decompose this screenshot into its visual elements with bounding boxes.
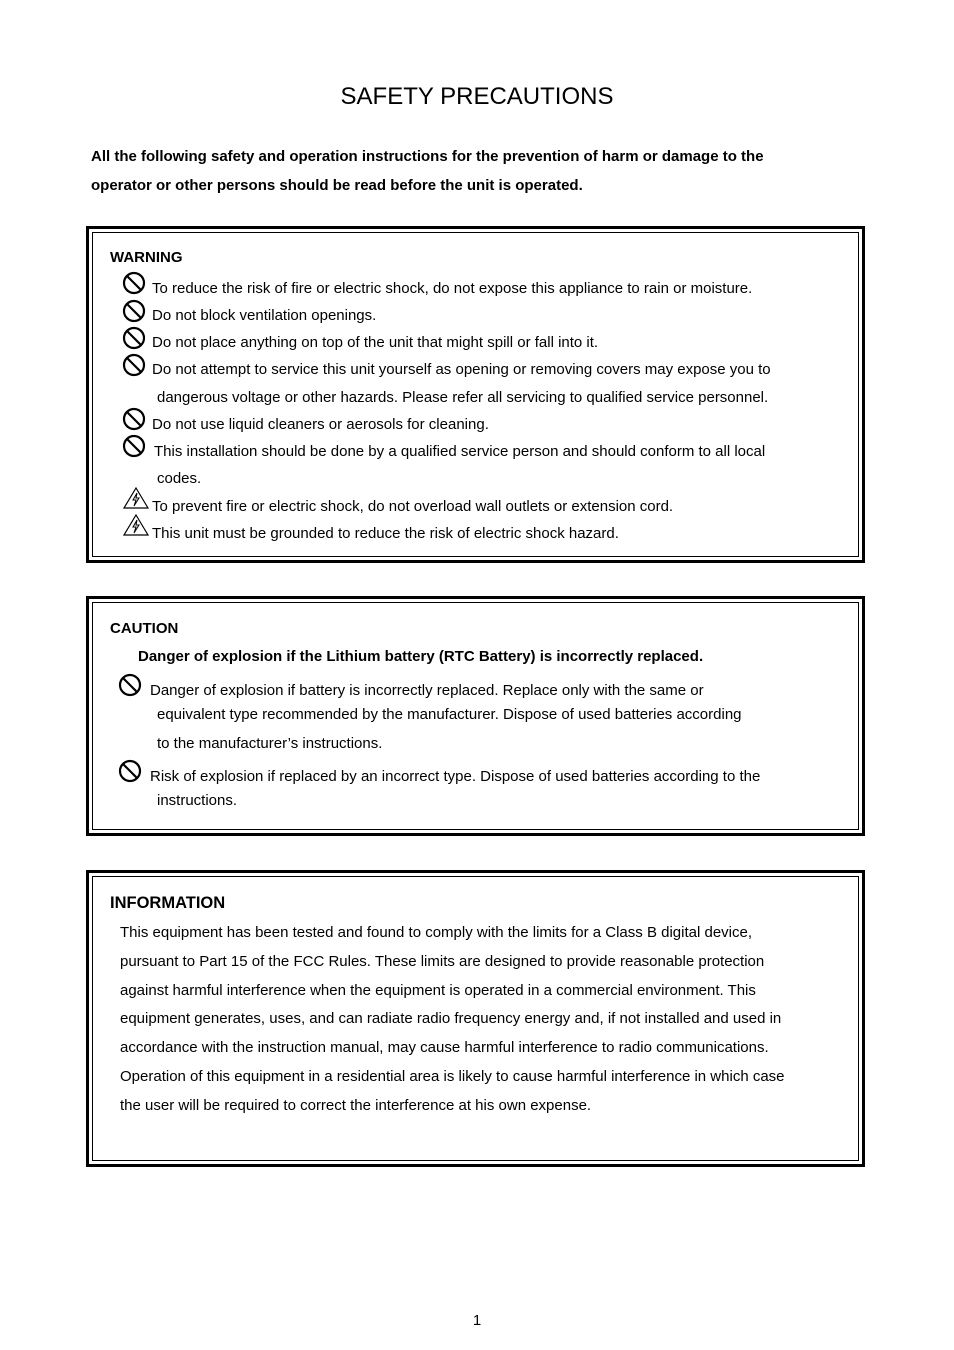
- information-line: Operation of this equipment in a residential area is likely to cause harmful interference in which case: [120, 1067, 785, 1085]
- warning-item-continuation: codes.: [157, 470, 202, 487]
- warning-item-text: Do not place anything on top of the unit that might spill or fall into it.: [152, 334, 599, 351]
- information-heading: INFORMATION: [110, 894, 226, 912]
- caution-subheading: Danger of explosion if the Lithium battery (RTC Battery) is incorrectly replaced.: [138, 648, 704, 665]
- warning-item-text: Do not attempt to service this unit yourself as opening or removing covers may expose you to: [152, 361, 771, 378]
- information-line: accordance with the instruction manual, may cause harmful interference to radio communications.: [120, 1039, 769, 1057]
- information-box-inner: [92, 876, 859, 1161]
- caution-box-inner: [92, 602, 859, 830]
- information-paragraph: [120, 919, 850, 1121]
- prohibition-icon: [118, 673, 142, 697]
- prohibition-icon: [122, 271, 146, 295]
- prohibition-icon: [122, 407, 146, 431]
- prohibition-icon: [122, 299, 146, 323]
- prohibition-icon: [118, 759, 142, 783]
- warning-heading: WARNING: [110, 249, 183, 266]
- page-number: 1: [472, 1312, 482, 1329]
- warning-item-text: To prevent fire or electric shock, do not overload wall outlets or extension cord.: [152, 498, 674, 515]
- information-line: pursuant to Part 15 of the FCC Rules. These limits are designed to provide reasonable protection: [120, 952, 765, 970]
- warning-box: [86, 226, 865, 563]
- caution-item-text: Danger of explosion if battery is incorrectly replaced. Replace only with the same or: [150, 682, 704, 699]
- caution-item-continuation: equivalent type recommended by the manufacturer. Dispose of used batteries according: [157, 706, 742, 723]
- electric-hazard-icon: [122, 513, 150, 537]
- caution-item-continuation: to the manufacturer’s instructions.: [157, 735, 383, 752]
- warning-item-text: Do not block ventilation openings.: [152, 307, 377, 324]
- intro-paragraph: [91, 142, 871, 200]
- prohibition-icon: [122, 326, 146, 350]
- information-line: the user will be required to correct the interference at his own expense.: [120, 1096, 592, 1114]
- intro-line: operator or other persons should be read before the unit is operated.: [91, 177, 583, 194]
- warning-item-text: Do not use liquid cleaners or aerosols for cleaning.: [152, 416, 489, 433]
- information-line: equipment generates, uses, and can radiate radio frequency energy and, if not installed and used in: [120, 1010, 782, 1028]
- caution-item-continuation: instructions.: [157, 792, 238, 809]
- warning-box-inner: [92, 232, 859, 557]
- prohibition-icon: [122, 434, 146, 458]
- electric-hazard-icon: [122, 486, 150, 510]
- warning-item-text: To reduce the risk of fire or electric shock, do not expose this appliance to rain or moisture.: [152, 280, 753, 297]
- warning-item-text: This installation should be done by a qualified service person and should conform to all local: [154, 443, 766, 460]
- information-line: against harmful interference when the equipment is operated in a commercial environment. This: [120, 981, 756, 999]
- caution-heading: CAUTION: [110, 620, 179, 637]
- page-title: SAFETY PRECAUTIONS: [340, 83, 614, 110]
- caution-box: [86, 596, 865, 836]
- information-line: This equipment has been tested and found to comply with the limits for a Class B digital device,: [120, 924, 752, 941]
- warning-item-continuation: dangerous voltage or other hazards. Please refer all servicing to qualified service personnel.: [157, 389, 769, 406]
- warning-item-text: This unit must be grounded to reduce the risk of electric shock hazard.: [152, 525, 619, 542]
- prohibition-icon: [122, 353, 146, 377]
- information-box: [86, 870, 865, 1167]
- intro-line: All the following safety and operation instructions for the prevention of harm or damage to the: [91, 148, 764, 165]
- caution-item-text: Risk of explosion if replaced by an incorrect type. Dispose of used batteries according to the: [150, 768, 761, 785]
